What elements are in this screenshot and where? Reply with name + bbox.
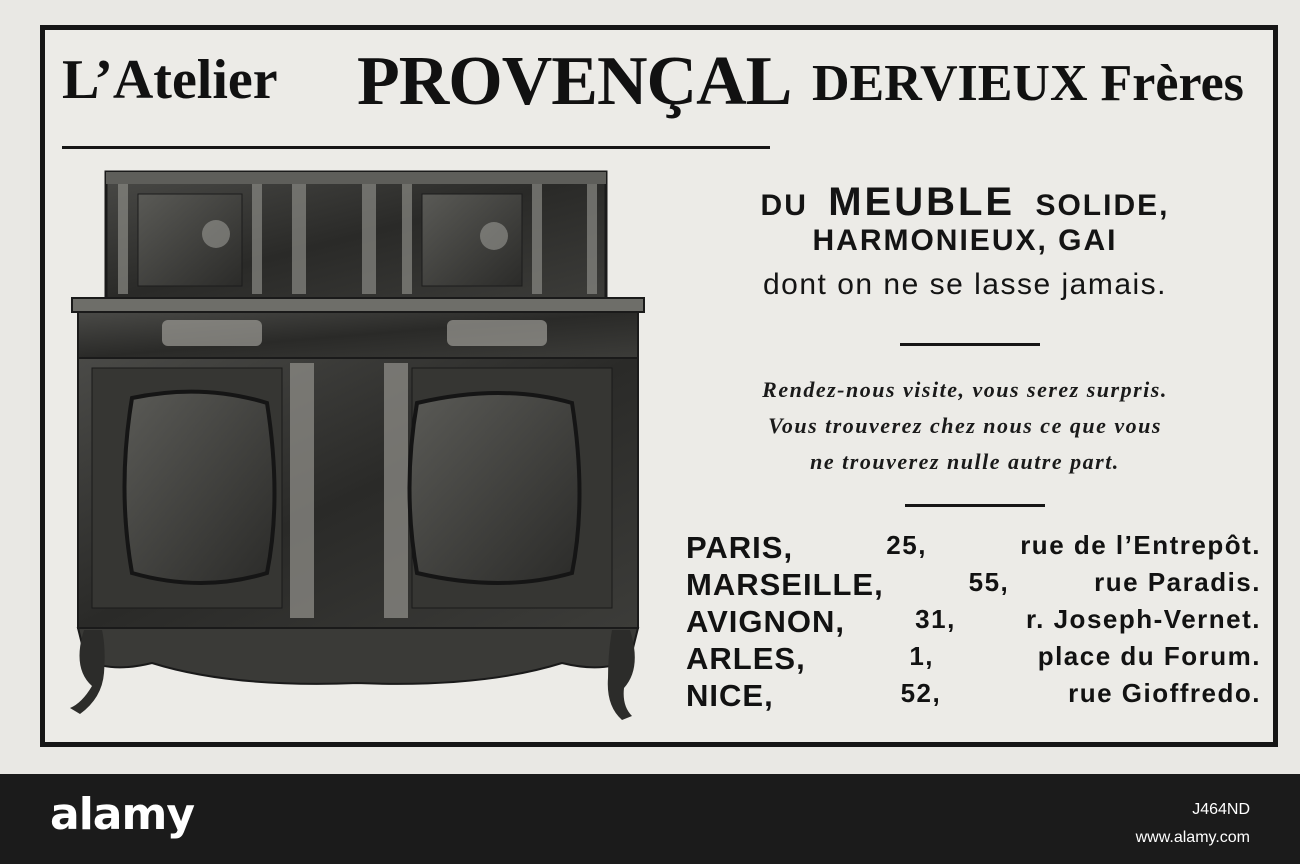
address-street: rue Gioffredo. xyxy=(1068,678,1261,708)
headline-atelier: L’Atelier xyxy=(62,49,278,111)
address-street: rue Paradis. xyxy=(1094,567,1261,597)
address-city: PARIS, xyxy=(686,530,794,565)
address-number: 55, xyxy=(968,567,1010,597)
headline-firm: DERVIEUX Frères xyxy=(812,55,1244,112)
address-number: 52, xyxy=(900,678,942,708)
address-number: 25, xyxy=(886,530,927,560)
address-street: rue de l’Entrepôt. xyxy=(1020,530,1261,560)
tagline-meuble: MEUBLE xyxy=(828,180,1016,224)
tagline-line-3: dont on ne se lasse jamais. xyxy=(762,268,1168,301)
headline-provencal: PROVENÇAL xyxy=(357,43,792,120)
tagline-suffix: SOLIDE, xyxy=(1035,189,1170,222)
visit-text xyxy=(660,372,1270,480)
watermark-site: www.alamy.com xyxy=(1135,829,1250,846)
tagline-prefix: DU xyxy=(760,189,808,222)
address-number: 31, xyxy=(915,604,956,634)
tagline xyxy=(660,180,1270,308)
divider-rule xyxy=(905,504,1045,507)
headline-rule xyxy=(62,146,770,149)
address-row xyxy=(686,604,1261,641)
watermark-info xyxy=(1136,796,1250,852)
address-list xyxy=(686,530,1261,715)
address-city: NICE, xyxy=(686,678,774,713)
alamy-logo: alamy xyxy=(50,789,194,840)
address-city: AVIGNON, xyxy=(686,604,845,639)
address-street: place du Forum. xyxy=(1037,641,1261,671)
visit-line-1: Rendez-nous visite, vous serez surpris. xyxy=(762,377,1168,402)
address-city: ARLES, xyxy=(686,641,806,676)
address-row xyxy=(686,530,1261,567)
image-id: J464ND xyxy=(1192,801,1250,818)
visit-line-2: Vous trouverez chez nous ce que vous xyxy=(768,413,1162,438)
divider-rule xyxy=(900,343,1040,346)
address-row xyxy=(686,567,1261,604)
address-row xyxy=(686,678,1261,715)
watermark-bar xyxy=(0,774,1300,864)
tagline-line-1 xyxy=(660,180,1270,224)
tagline-line-2: HARMONIEUX, GAI xyxy=(812,224,1118,257)
headline xyxy=(62,42,1267,142)
buffet-illustration xyxy=(62,168,652,728)
visit-line-3: ne trouverez nulle autre part. xyxy=(810,449,1120,474)
address-street: r. Joseph-Vernet. xyxy=(1025,604,1261,634)
address-number: 1, xyxy=(909,641,935,671)
address-city: MARSEILLE, xyxy=(686,567,884,602)
address-row xyxy=(686,641,1261,678)
